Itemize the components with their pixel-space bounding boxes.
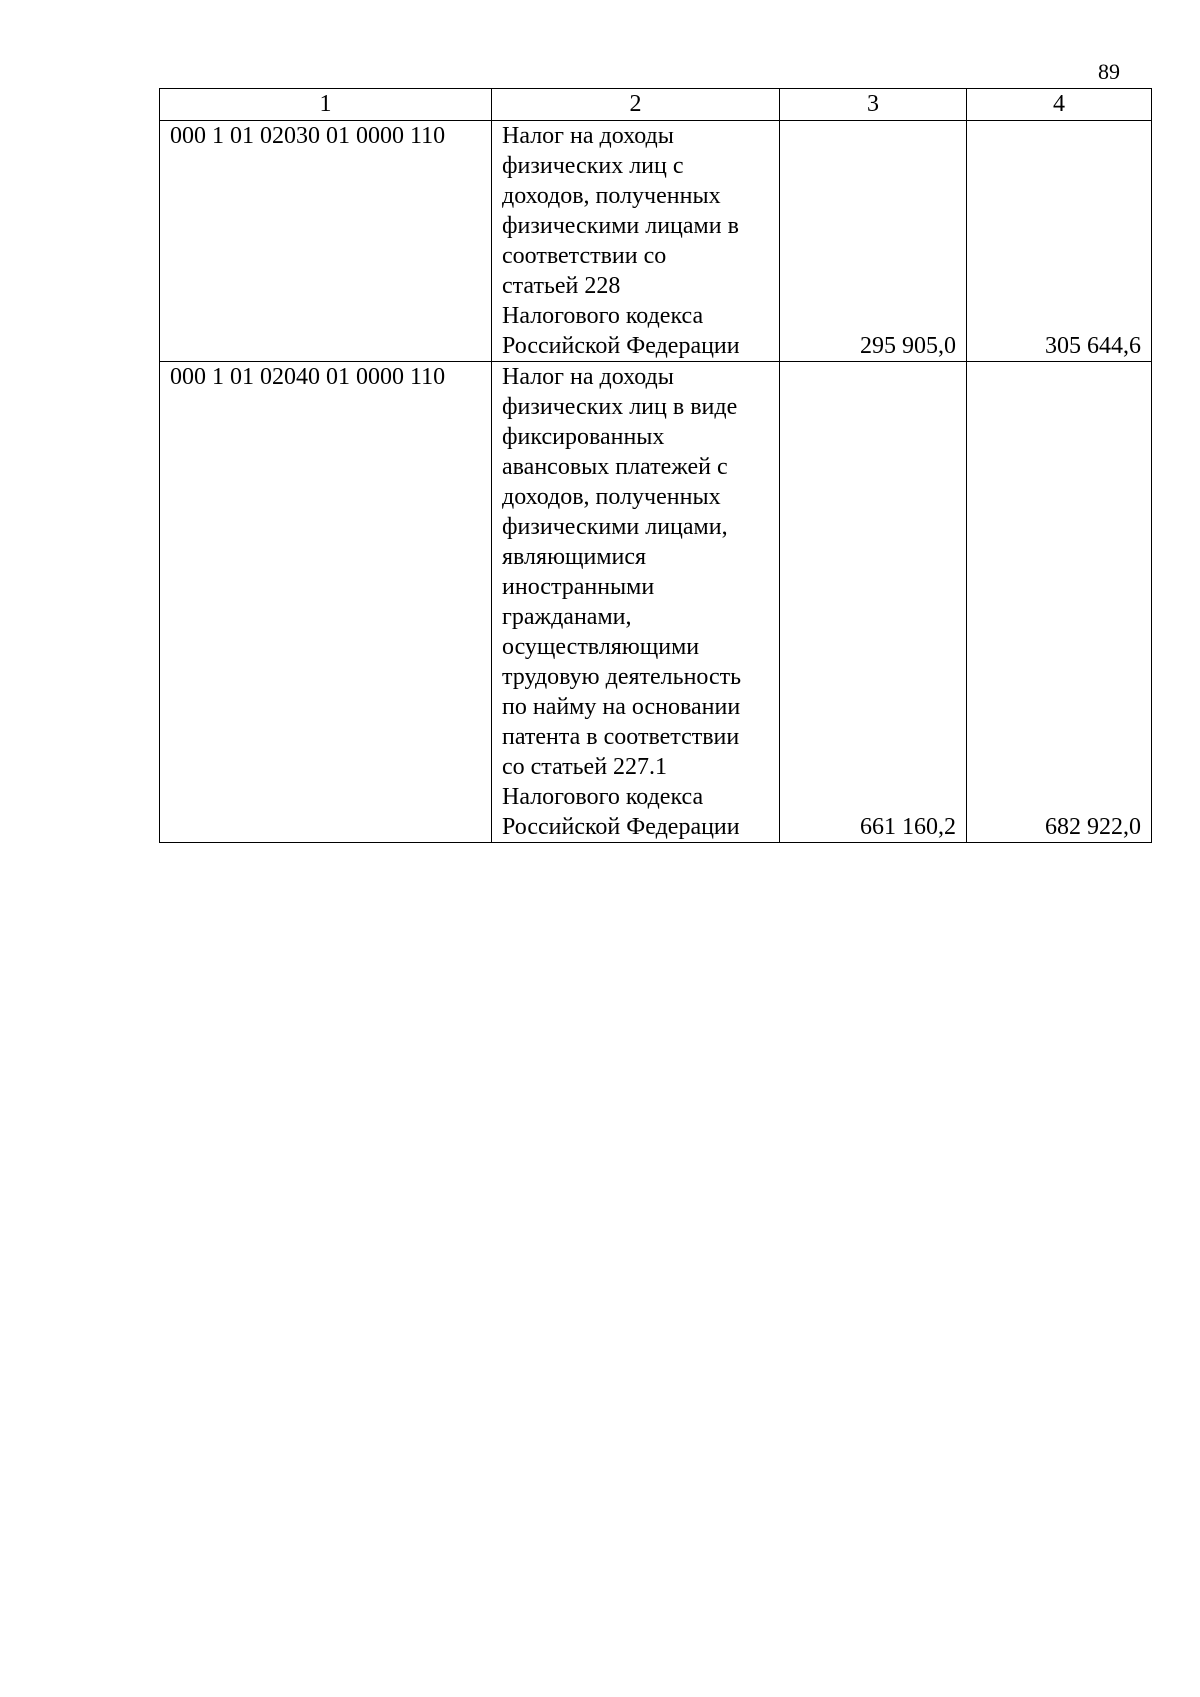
income-name-line: физическими лицами,	[502, 514, 728, 540]
income-name-line: физических лиц с	[502, 153, 684, 179]
income-name-line: иностранными	[502, 574, 655, 600]
budget-code: 000 1 01 02030 01 0000 110	[160, 121, 492, 362]
table-header	[160, 89, 1152, 121]
table-row	[160, 362, 1152, 843]
income-name-line: Российской Федерации	[502, 814, 740, 840]
income-name-line: физическими лицами в	[502, 213, 739, 239]
income-name-line: Российской Федерации	[502, 333, 740, 359]
income-name-line: трудовую деятельность	[502, 664, 742, 690]
column-header-1: 1	[160, 89, 492, 121]
income-name-line: патента в соответствии	[502, 724, 740, 750]
income-name-line: Налогового кодекса	[502, 303, 704, 329]
amount-column-3: 295 905,0	[780, 121, 967, 362]
income-name-line: доходов, полученных	[502, 183, 721, 209]
column-header-4: 4	[967, 89, 1152, 121]
table-body	[160, 121, 1152, 843]
amount-column-3: 661 160,2	[780, 362, 967, 843]
table-row	[160, 121, 1152, 362]
income-name-line: физических лиц в виде	[502, 394, 738, 420]
income-name	[492, 362, 780, 843]
budget-table	[159, 88, 1152, 843]
income-name-line: статьей 228	[502, 273, 621, 299]
amount-column-4: 682 922,0	[967, 362, 1152, 843]
income-name-line: Налог на доходы	[502, 123, 674, 149]
income-name-line: являющимися	[502, 544, 647, 570]
income-name-line: со статьей 227.1	[502, 754, 668, 780]
header-row	[160, 89, 1152, 121]
income-name	[492, 121, 780, 362]
amount-column-4: 305 644,6	[967, 121, 1152, 362]
income-name-line: соответствии со	[502, 243, 667, 269]
income-name-line: авансовых платежей с	[502, 454, 728, 480]
income-name-line: Налог на доходы	[502, 364, 674, 390]
income-name-line: осуществляющими	[502, 634, 700, 660]
income-name-line: по найму на основании	[502, 694, 741, 720]
income-name-line: фиксированных	[502, 424, 665, 450]
column-header-3: 3	[780, 89, 967, 121]
page-number: 89	[1098, 59, 1120, 84]
column-header-2: 2	[492, 89, 780, 121]
income-name-line: гражданами,	[502, 604, 632, 630]
income-name-line: доходов, полученных	[502, 484, 721, 510]
income-name-line: Налогового кодекса	[502, 784, 704, 810]
budget-code: 000 1 01 02040 01 0000 110	[160, 362, 492, 843]
